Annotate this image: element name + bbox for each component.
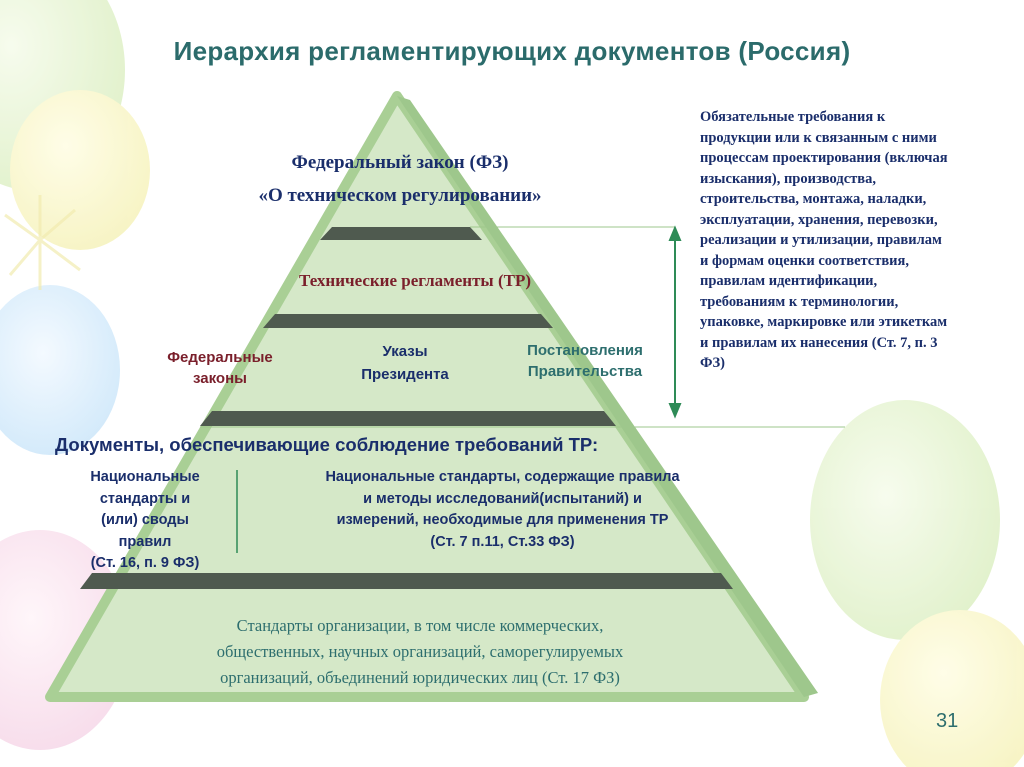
organization-standards-text: Стандарты организации, в том числе коммерческих, общественных, научных организаций, саморегулируемых организаций, объединений юридических лиц (Ст. 17 ФЗ) [216,616,624,687]
band-4 [80,573,733,589]
band-1 [320,227,482,240]
mandatory-requirements-note: Обязательные требования к продукции или к связанным с ними процессам проектирования (включая изыскания), производства, строительства, монтажа, наладки, эксплуатации, хранения, перевозки, реализации и утилизации, правилам и формам оценки соответствия, правилам идентификации, требованиям к терминологии, упаковке, маркировке или этикеткам и правилам их нанесения (Ст. 7, п. 3 ФЗ) [700,109,948,371]
scope-arrow [670,228,680,416]
tech-regulations-label: Технические регламенты (ТР) [299,271,531,290]
national-standards-right: Национальные стандарты, содержащие правила и методы исследований(испытаний) и измерений, необходимые для применения ТР (Ст. 7 п.11, Ст.33 ФЗ) [325,469,680,550]
federal-law-line2: «О техническом регулировании» [258,185,542,206]
slide-title: Иерархия регламентирующих документов (Россия) [173,36,851,66]
page-number: 31 [936,710,959,732]
president-decrees-label: Указы Президента [361,343,449,383]
government-resolutions-label: Постановления Правительства [527,342,643,380]
national-standards-left: Национальные стандарты и (или) своды правил (Ст. 16, п. 9 ФЗ) [90,469,200,571]
federal-laws-label: Федеральные законы [167,349,273,387]
band-3 [200,411,616,426]
supporting-documents-heading: Документы, обеспечивающие соблюдение требований ТР: [55,434,599,455]
band-2 [263,314,553,328]
federal-law-line1: Федеральный закон (ФЗ) [291,152,509,173]
